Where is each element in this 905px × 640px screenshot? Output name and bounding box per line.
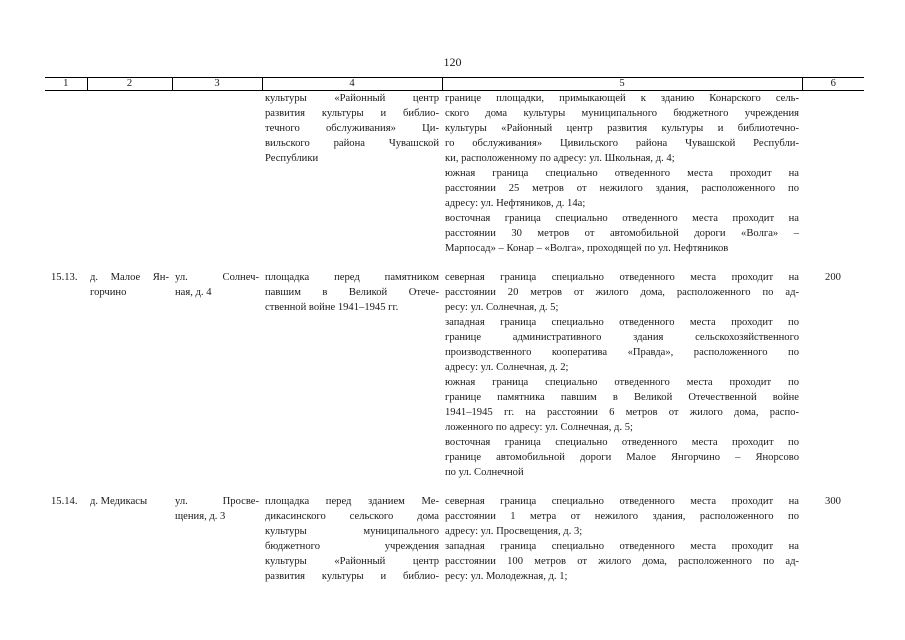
object-line: культуры муниципального: [265, 526, 439, 537]
boundary-line: северная граница специально отведенного места проходит на: [445, 496, 799, 507]
boundary-line: 1941–1945 гг. на расстоянии 6 метров от жилого дома, распо-: [445, 407, 799, 418]
boundaries-cell: [442, 270, 802, 480]
settlement-line: д. Малое Ян-: [90, 272, 169, 283]
boundary-line: границе памятника павшим в Великой Отечественной войне: [445, 392, 799, 403]
boundary-line: восточная граница специально отведенного места проходит по: [445, 437, 799, 448]
object-line: площадка перед памятником: [265, 272, 439, 283]
boundary-line: границе площадки, примыкающей к зданию Конарского сель-: [445, 93, 799, 104]
table-row: [45, 494, 864, 584]
object-line: павшим в Великой Отече-: [265, 287, 439, 298]
boundary-line: расстоянии 100 метров от жилого дома, расположенного по ад-: [445, 556, 799, 567]
column-header-1: 1: [45, 78, 87, 91]
boundary-line: адресу: ул. Просвещения, д. 3;: [445, 526, 583, 537]
address-cell: [172, 91, 262, 257]
address-line: ная, д. 4: [175, 287, 212, 298]
settlement-line: д. Медикасы: [90, 496, 148, 507]
object-line: ственной войне 1941–1945 гг.: [265, 302, 399, 313]
boundary-line: границе административного здания сельскохозяйственного: [445, 332, 799, 343]
boundary-line: расстоянии 30 метров от автомобильной дороги «Волга» –: [445, 228, 799, 239]
boundary-line: адресу: ул. Нефтяников, д. 14а;: [445, 198, 586, 209]
address-cell: [172, 494, 262, 584]
boundary-line: восточная граница специально отведенного места проходит на: [445, 213, 799, 224]
boundary-line: расстоянии 1 метра от нежилого здания, расположенного по: [445, 511, 799, 522]
boundary-line: ресу: ул. Солнечная, д. 5;: [445, 302, 559, 313]
boundary-line: го обслуживания» Цивильского района Чувашской Республи-: [445, 138, 799, 149]
column-header-5: 5: [442, 78, 802, 91]
column-number-row: [45, 78, 864, 91]
settlement-line: горчино: [90, 287, 127, 298]
boundary-line: ложенного по адресу: ул. Солнечная, д. 5;: [445, 422, 633, 433]
boundary-line: западная граница специально отведенного места проходит на: [445, 541, 799, 552]
settlement-cell: [87, 494, 172, 584]
object-cell: [262, 91, 442, 257]
boundary-line: по ул. Солнечной: [445, 467, 524, 478]
boundary-line: северная граница специально отведенного места проходит на: [445, 272, 799, 283]
regulation-table: [45, 77, 864, 584]
settlement-cell: [87, 91, 172, 257]
object-line: Республики: [265, 153, 319, 164]
object-line: развития культуры и библио-: [265, 571, 439, 582]
page-number: 120: [443, 55, 462, 69]
boundary-line: южная граница специально отведенного места проходит по: [445, 377, 799, 388]
boundary-line: культуры «Районный центр развития культуры и библиотечно-: [445, 123, 799, 134]
boundary-line: ресу: ул. Молодежная, д. 1;: [445, 571, 568, 582]
area-cell: 300: [825, 496, 841, 507]
object-line: бюджетного учреждения: [265, 541, 439, 552]
boundary-line: расстоянии 20 метров от жилого дома, расположенного по ад-: [445, 287, 799, 298]
object-line: культуры «Районный центр: [265, 556, 439, 567]
boundary-line: Марпосад» – Конар – «Волга», проходящей по ул. Нефтяников: [445, 243, 729, 254]
row-number: [45, 91, 87, 257]
boundaries-cell: [442, 494, 802, 584]
boundary-line: западная граница специально отведенного места проходит по: [445, 317, 799, 328]
object-line: вильского района Чувашской: [265, 138, 439, 149]
boundaries-cell: [442, 91, 802, 257]
column-header-3: 3: [172, 78, 262, 91]
boundary-line: ки, расположенному по адресу: ул. Школьная, д. 4;: [445, 153, 675, 164]
object-line: культуры «Районный центр: [265, 93, 439, 104]
address-line: щения, д. 3: [175, 511, 226, 522]
boundary-line: расстоянии 25 метров от нежилого здания, расположенного по: [445, 183, 799, 194]
row-number: 15.14.: [51, 496, 78, 507]
object-line: развития культуры и библио-: [265, 108, 439, 119]
row-number: 15.13.: [51, 272, 78, 283]
area-cell: [802, 91, 864, 257]
boundary-line: адресу: ул. Солнечная, д. 2;: [445, 362, 569, 373]
boundary-line: производственного кооператива «Правда», расположенного по: [445, 347, 799, 358]
object-cell: [262, 270, 442, 480]
table-row: [45, 270, 864, 480]
address-cell: [172, 270, 262, 480]
column-header-2: 2: [87, 78, 172, 91]
boundary-line: ского дома культуры муниципального бюджетного учреждения: [445, 108, 799, 119]
area-cell: 200: [825, 272, 841, 283]
boundary-line: южная граница специально отведенного места проходит на: [445, 168, 799, 179]
object-line: дикасинского сельского дома: [265, 511, 439, 522]
object-line: течного обслуживания» Ци-: [265, 123, 439, 134]
address-line: ул. Просве-: [175, 496, 259, 507]
settlement-cell: [87, 270, 172, 480]
column-header-4: 4: [262, 78, 442, 91]
row-spacer: [45, 256, 864, 270]
boundary-line: границе автомобильной дороги Малое Янгорчино – Янорсово: [445, 452, 799, 463]
address-line: ул. Солнеч-: [175, 272, 259, 283]
object-line: площадка перед зданием Ме-: [265, 496, 439, 507]
column-header-6: 6: [802, 78, 864, 91]
table-row: [45, 91, 864, 257]
row-spacer: [45, 480, 864, 494]
object-cell: [262, 494, 442, 584]
